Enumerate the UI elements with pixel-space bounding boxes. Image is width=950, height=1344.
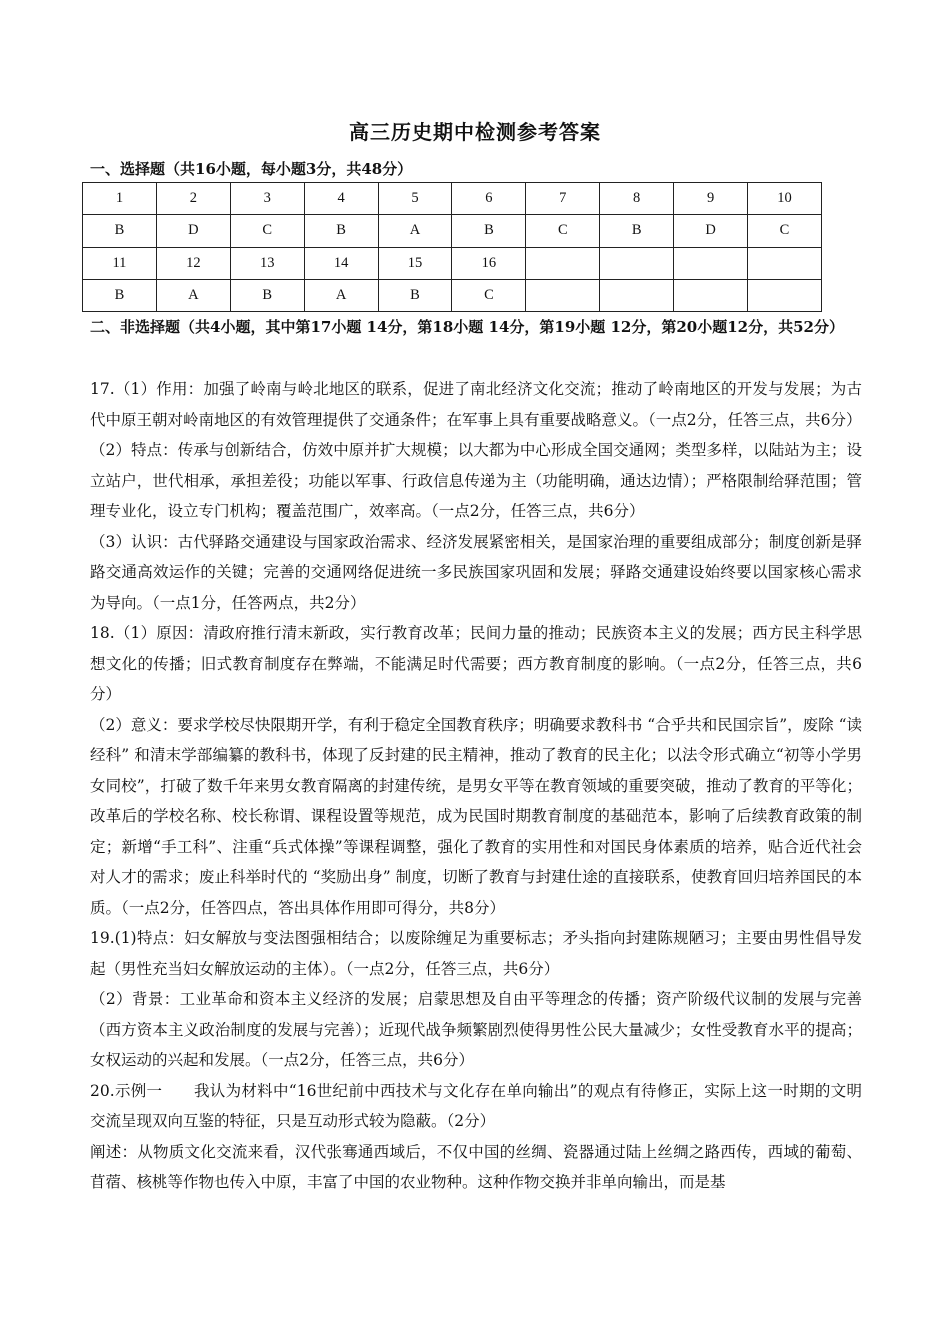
table-cell: A bbox=[156, 279, 230, 311]
paragraph-19-2: （2）背景：工业革命和资本主义经济的发展；启蒙思想及自由平等理念的传播；资产阶级代议制的发展与完善（西方资本主义政治制度的发展与完善）；近现代战争频繁剧烈使得男性公民大量减少；女性受教育水平的提高；女权运动的兴起和发展。（一点2分，任答三点，共6分） bbox=[90, 990, 862, 1069]
table-cell: 12 bbox=[156, 247, 230, 279]
table-cell: 5 bbox=[378, 183, 452, 215]
table-cell: B bbox=[378, 279, 452, 311]
table-cell bbox=[600, 279, 674, 311]
table-cell: 14 bbox=[304, 247, 378, 279]
table-cell: D bbox=[156, 215, 230, 247]
section2-heading: 二、非选择题（共4小题，其中第17小题 14分，第18小题 14分，第19小题 12分，第20小题12分，共52分） bbox=[90, 318, 844, 336]
table-cell: B bbox=[600, 215, 674, 247]
table-cell: 11 bbox=[83, 247, 157, 279]
table-cell: C bbox=[452, 279, 526, 311]
table-cell: B bbox=[452, 215, 526, 247]
paragraph-17-2: （2）特点：传承与创新结合，仿效中原并扩大规模；以大都为中心形成全国交通网；类型多样，以陆站为主；设立站户，世代相承，承担差役；功能以军事、行政信息传递为主（功能明确，通达边情）；严格限制给驿范围；管理专业化，设立专门机构；覆盖范围广，效率高。（一点2分，任答三点，共6分） bbox=[90, 441, 862, 520]
page-title: 高三历史期中检测参考答案 bbox=[349, 120, 601, 144]
table-cell: 15 bbox=[378, 247, 452, 279]
table-cell: 10 bbox=[748, 183, 822, 215]
table-cell: 3 bbox=[230, 183, 304, 215]
paragraph-19-1: 19.(1)特点：妇女解放与变法图强相结合；以废除缠足为重要标志；矛头指向封建陈规陋习；主要由男性倡导发起（男性充当妇女解放运动的主体）。（一点2分，任答三点，共6分） bbox=[90, 929, 862, 978]
paragraph-18-2: （2）意义：要求学校尽快限期开学，有利于稳定全国教育秩序；明确要求教科书 “合乎共和民国宗旨”，废除 “读经科” 和清末学部编纂的教科书，体现了反封建的民主精神，推动了教育的民主化；以法令形式确立“初等小学男女同校”，打破了数千年来男女教育隔离的封建传统，是男女平等在教育领域的重要突破，推动了教育的平等化；改革后的学校名称、校长称谓、课程设置等规范，成为民国时期教育制度的基础范本，影响了后续教育政策的制定；新增“手工科”、注重“兵式体操”等课程调整，强化了教育的实用性和对国民身体素质的培养，贴合近代社会对人才的需求；废止科举时代的 “奖励出身” 制度，切断了教育与封建仕途的直接联系，使教育回归培养国民的本质。（一点2分，任答四点，答出具体作用即可得分，共8分） bbox=[90, 715, 862, 917]
paragraph-17-1: 17.（1）作用：加强了岭南与岭北地区的联系，促进了南北经济文化交流；推动了岭南地区的开发与发展；为古代中原王朝对岭南地区的有效管理提供了交通条件；在军事上具有重要战略意义。（一点2分，任答三点，共6分） bbox=[90, 380, 862, 429]
table-cell: A bbox=[378, 215, 452, 247]
table-cell: 1 bbox=[83, 183, 157, 215]
paragraph-18-1: 18.（1）原因：清政府推行清末新政，实行教育改革；民间力量的推动；民族资本主义的发展；西方民主科学思想文化的传播；旧式教育制度存在弊端，不能满足时代需要；西方教育制度的影响。（一点2分，任答三点，共6分） bbox=[90, 624, 862, 703]
section1-heading: 一、选择题（共16小题，每小题3分，共48分） bbox=[90, 160, 413, 178]
table-cell: 8 bbox=[600, 183, 674, 215]
table-cell bbox=[748, 247, 822, 279]
table-cell bbox=[526, 279, 600, 311]
table-cell: D bbox=[674, 215, 748, 247]
table-cell bbox=[526, 247, 600, 279]
answer-table bbox=[82, 182, 822, 312]
table-cell: C bbox=[230, 215, 304, 247]
paragraph-20-claim: 20.示例一 我认为材料中“16世纪前中西技术与文化存在单向输出”的观点有待修正，实际上这一时期的文明交流呈现双向互鉴的特征，只是互动形式较为隐蔽。（2分） bbox=[90, 1081, 862, 1130]
table-row bbox=[83, 247, 822, 279]
table-cell: B bbox=[230, 279, 304, 311]
table-cell: 16 bbox=[452, 247, 526, 279]
table-cell: 4 bbox=[304, 183, 378, 215]
table-cell: 2 bbox=[156, 183, 230, 215]
table-cell bbox=[600, 247, 674, 279]
table-cell: A bbox=[304, 279, 378, 311]
table-cell: C bbox=[748, 215, 822, 247]
table-cell bbox=[748, 279, 822, 311]
table-cell bbox=[674, 279, 748, 311]
table-cell: C bbox=[526, 215, 600, 247]
table-cell: B bbox=[304, 215, 378, 247]
table-cell bbox=[674, 247, 748, 279]
table-row bbox=[83, 279, 822, 311]
table-cell: 6 bbox=[452, 183, 526, 215]
table-row bbox=[83, 183, 822, 215]
paragraph-20-elaboration: 阐述：从物质文化交流来看，汉代张骞通西域后，不仅中国的丝绸、瓷器通过陆上丝绸之路西传，西域的葡萄、苜蓿、核桃等作物也传入中原，丰富了中国的农业物种。这种作物交换并非单向输出，而是基 bbox=[90, 1142, 862, 1191]
table-cell: B bbox=[83, 215, 157, 247]
table-cell: 13 bbox=[230, 247, 304, 279]
table-cell: 9 bbox=[674, 183, 748, 215]
table-cell: B bbox=[83, 279, 157, 311]
table-cell: 7 bbox=[526, 183, 600, 215]
paragraph-17-3: （3）认识：古代驿路交通建设与国家政治需求、经济发展紧密相关，是国家治理的重要组成部分；制度创新是驿路交通高效运作的关键；完善的交通网络促进统一多民族国家巩固和发展；驿路交通建设始终要以国家核心需求为导向。（一点1分，任答两点，共2分） bbox=[90, 532, 862, 612]
answer-body-text bbox=[90, 374, 862, 1198]
table-row bbox=[83, 215, 822, 247]
